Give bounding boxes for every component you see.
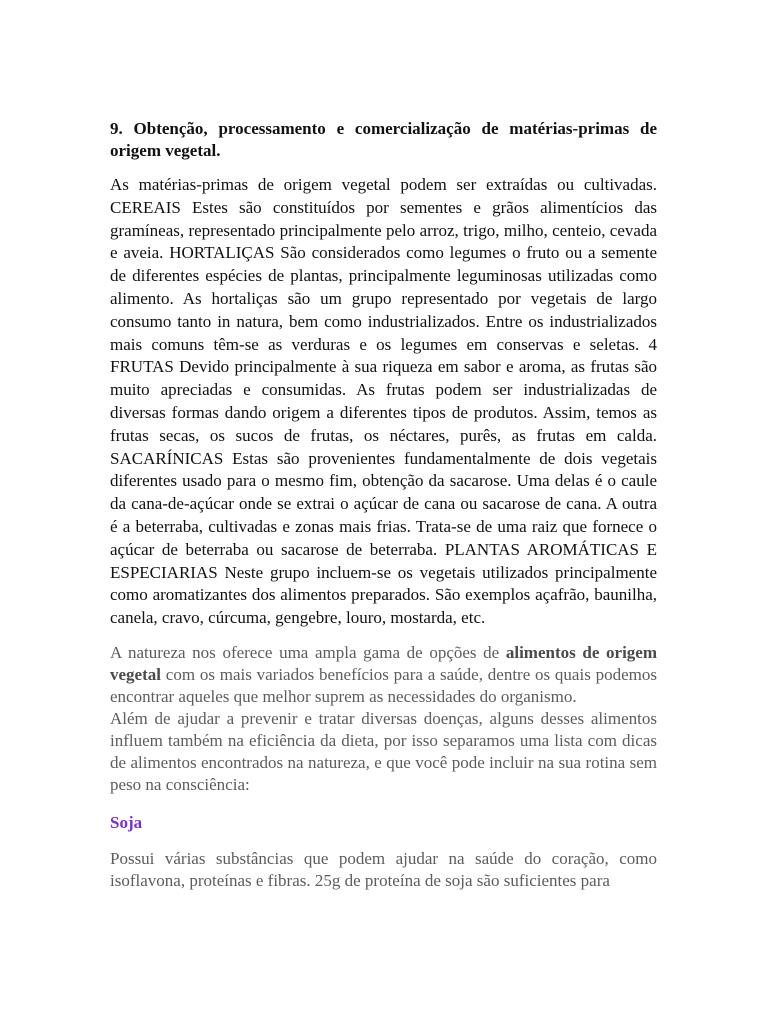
intro-text-start: A natureza nos oferece uma ampla gama de opções de xyxy=(110,642,506,662)
intro-paragraph xyxy=(110,642,657,708)
intro-block xyxy=(110,642,657,796)
soja-paragraph: Possui várias substâncias que podem ajudar na saúde do coração, como isoflavona, proteínas e fibras. 25g de proteína de soja são suficientes para xyxy=(110,848,657,890)
document-page xyxy=(110,118,657,892)
soja-heading: Soja xyxy=(110,812,143,832)
intro-bold-link: alimentos de origem vegetal xyxy=(110,642,657,684)
section-heading: 9. Obtenção, processamento e comercialização de matérias-primas de origem vegetal. xyxy=(110,119,657,160)
intro-text-end: com os mais variados benefícios para a saúde, dentre os quais podemos encontrar aqueles que melhor suprem as necessidades do organismo. xyxy=(110,664,657,706)
main-paragraph: As matérias-primas de origem vegetal podem ser extraídas ou cultivadas. CEREAIS Estes são constituídos por sementes e grãos alimentícios das gramíneas, representado principalmente pelo arroz, trigo, milho, centeio, cevada e aveia. HORTALIÇAS São considerados como legumes o fruto ou a semente de diferentes espécies de plantas, principalmente leguminosas utilizadas como alimento. As hortaliças são um grupo representado por vegetais de largo consumo tanto in natura, bem como industrializados. Entre os industrializados mais comuns têm-se as verduras e os legumes em conservas e seletas. 4 FRUTAS Devido principalmente à sua riqueza em sabor e aroma, as frutas são muito apreciadas e consumidas. As frutas podem ser industrializadas de diversas formas dando origem a diferentes tipos de produtos. Assim, temos as frutas secas, os sucos de frutas, os néctares, purês, as frutas em calda. SACARÍNICAS Estas são provenientes fundamentalmente de dois vegetais diferentes usado para o mesmo fim, obtenção da sacarose. Uma delas é o caule da cana-de-açúcar onde se extrai o açúcar de cana ou sacarose de cana. A outra é a beterraba, cultivadas e zonas mais frias. Trata-se de uma raiz que fornece o açúcar de beterraba ou sacarose de beterraba. PLANTAS AROMÁTICAS E ESPECIARIAS Neste grupo incluem-se os vegetais utilizados principalmente como aromatizantes dos alimentos preparados. São exemplos açafrão, baunilha, canela, cravo, cúrcuma, gengebre, louro, mostarda, etc. xyxy=(110,175,657,628)
second-paragraph: Além de ajudar a prevenir e tratar diversas doenças, alguns desses alimentos influem também na eficiência da dieta, por isso separamos uma lista com dicas de alimentos encontrados na natureza, e que você pode incluir na sua rotina sem peso na consciência: xyxy=(110,708,657,794)
